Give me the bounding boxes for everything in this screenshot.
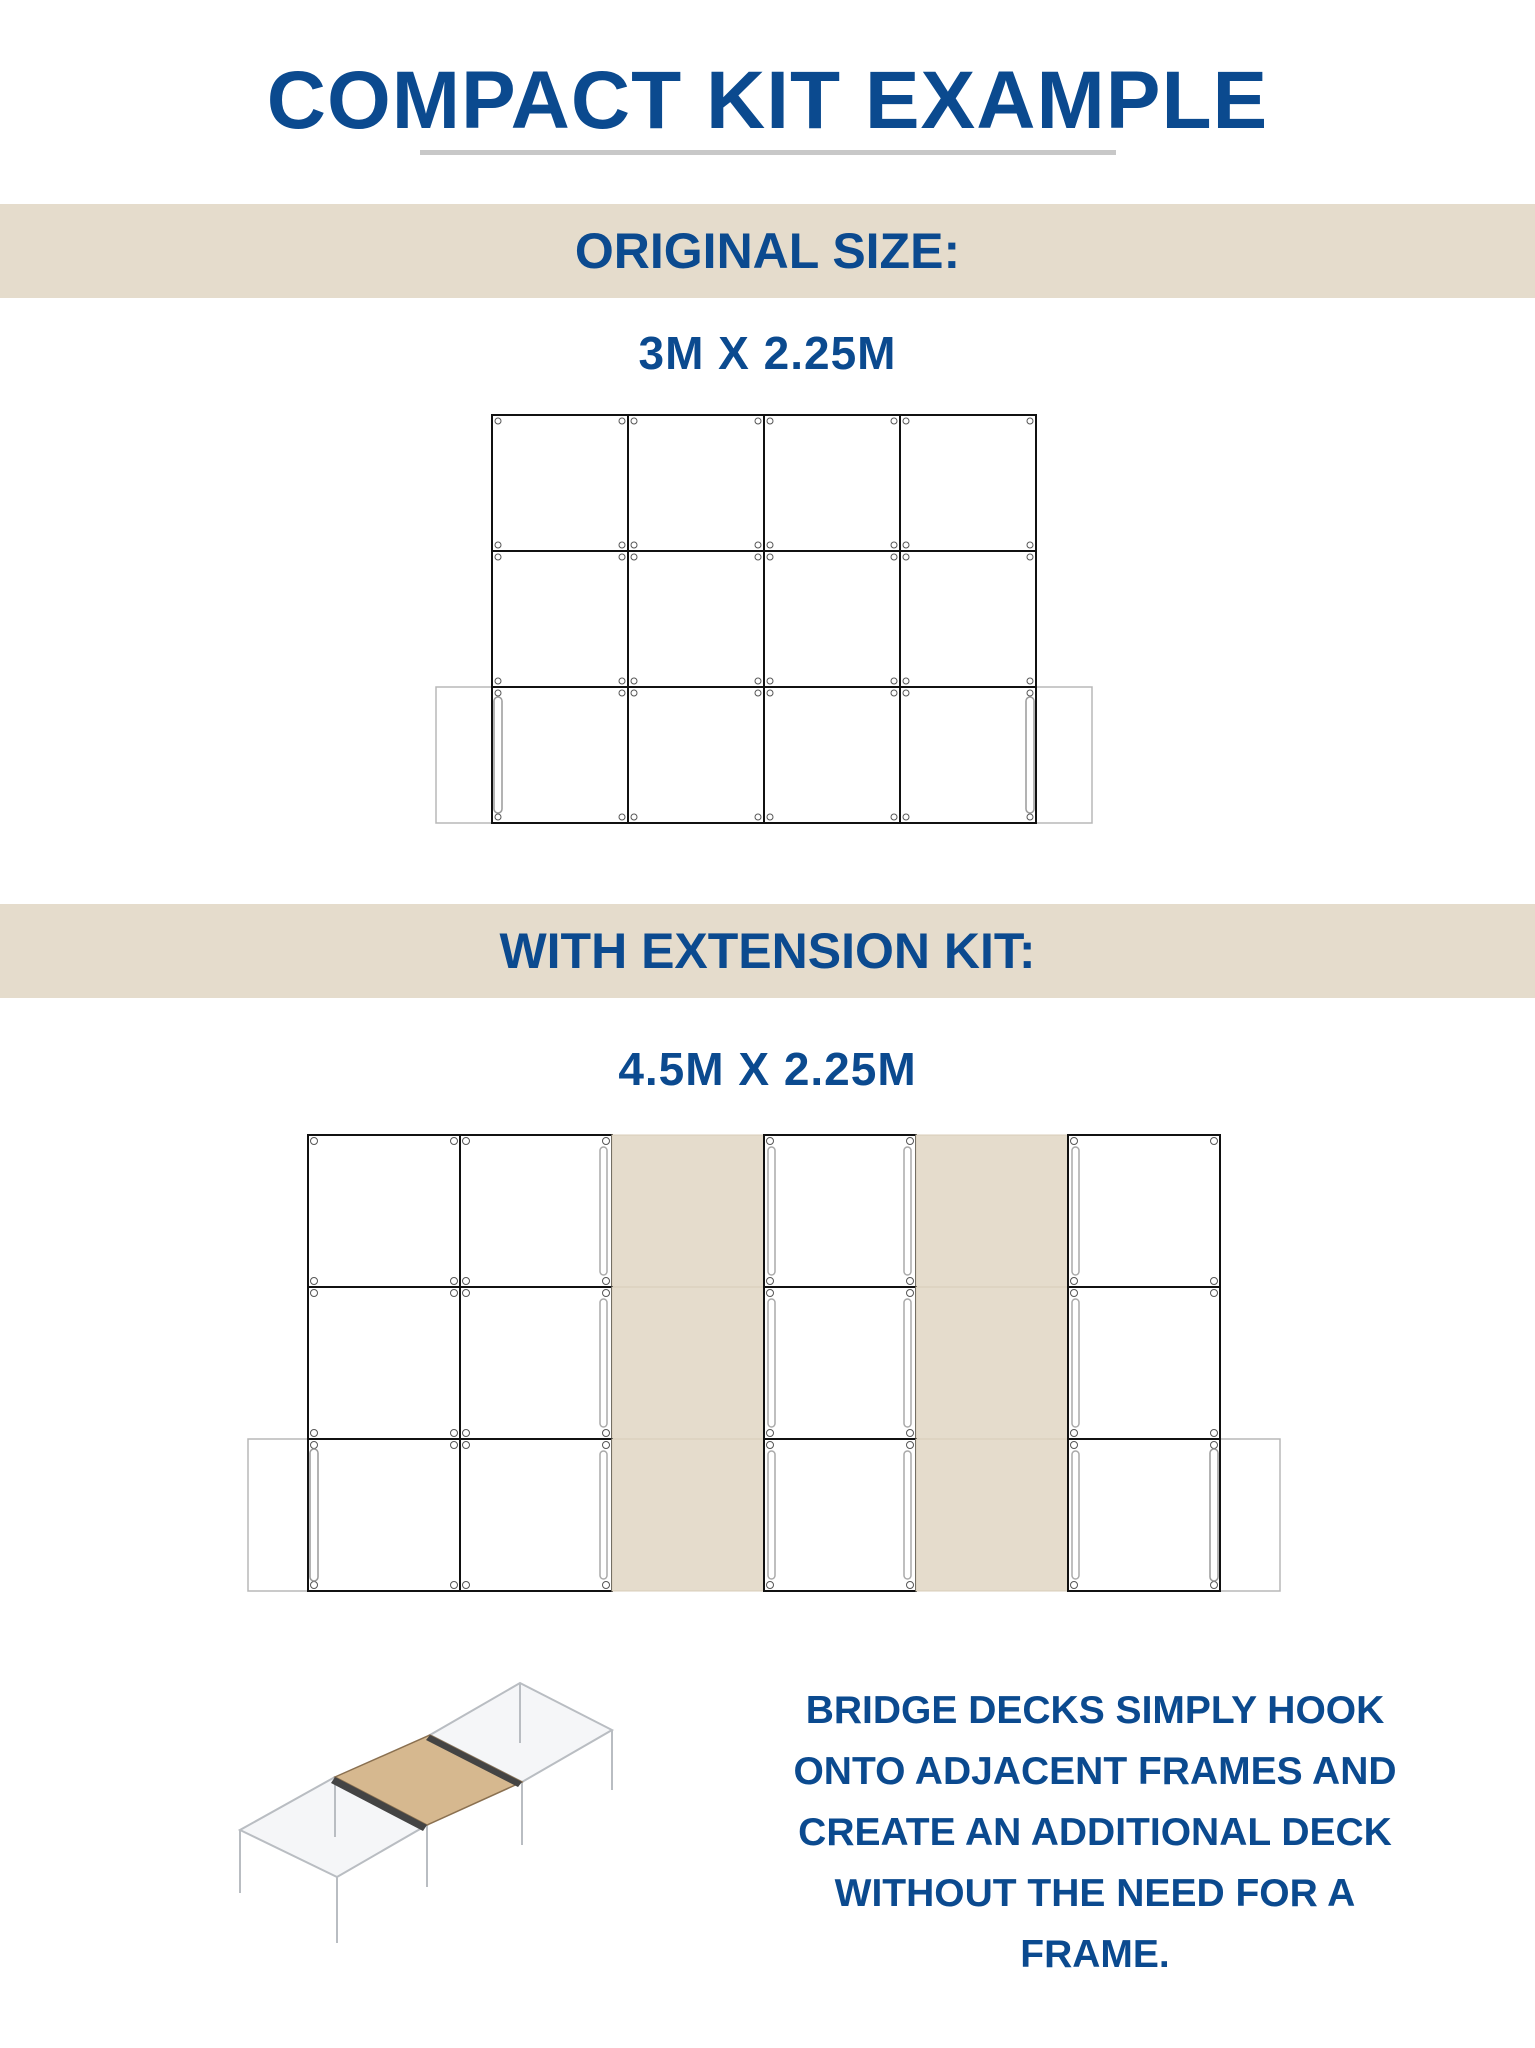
deck-frame	[764, 1287, 916, 1439]
bolt-hole	[903, 418, 909, 424]
bolt-hole	[903, 554, 909, 560]
side-handle	[768, 1147, 775, 1275]
bolt-hole	[451, 1278, 458, 1285]
side-handle	[904, 1299, 911, 1427]
bolt-hole	[631, 418, 637, 424]
bridge-deck-description	[745, 1680, 1445, 1985]
bolt-hole	[631, 542, 637, 548]
bolt-hole	[767, 678, 773, 684]
bolt-hole	[1027, 814, 1033, 820]
original-dimensions: 3M X 2.25M	[638, 327, 897, 379]
side-handle	[310, 1449, 318, 1581]
deck-frame	[764, 1439, 916, 1591]
deck-frame	[764, 415, 900, 551]
bolt-hole	[767, 1138, 774, 1145]
bolt-hole	[603, 1582, 610, 1589]
bolt-hole	[451, 1138, 458, 1145]
bolt-hole	[907, 1290, 914, 1297]
bolt-hole	[495, 418, 501, 424]
bolt-hole	[767, 1430, 774, 1437]
title-underline	[420, 150, 1116, 155]
bolt-hole	[1211, 1278, 1218, 1285]
bolt-hole	[1211, 1582, 1218, 1589]
extension-dimensions: 4.5M X 2.25M	[618, 1043, 917, 1095]
bolt-hole	[767, 1278, 774, 1285]
bolt-hole	[1211, 1442, 1218, 1449]
side-handle	[600, 1147, 607, 1275]
bolt-hole	[603, 1278, 610, 1285]
extension-heading: WITH EXTENSION KIT:	[499, 923, 1036, 979]
bolt-hole	[495, 554, 501, 560]
original-layout-diagram	[0, 405, 1535, 845]
side-handle	[600, 1299, 607, 1427]
extension-band	[0, 904, 1535, 998]
deck-frame	[460, 1439, 612, 1591]
bolt-hole	[463, 1442, 470, 1449]
bolt-hole	[1027, 690, 1033, 696]
bolt-hole	[451, 1430, 458, 1437]
bolt-hole	[631, 678, 637, 684]
deck-frame	[460, 1287, 612, 1439]
bolt-hole	[463, 1138, 470, 1145]
bolt-hole	[907, 1442, 914, 1449]
bolt-hole	[495, 542, 501, 548]
bridge-deck	[612, 1135, 764, 1287]
bolt-hole	[903, 678, 909, 684]
bolt-hole	[631, 690, 637, 696]
bolt-hole	[311, 1138, 318, 1145]
deck-frame	[308, 1135, 460, 1287]
bolt-hole	[619, 814, 625, 820]
side-handle	[904, 1451, 911, 1579]
side-handle	[768, 1451, 775, 1579]
deck-frame	[628, 415, 764, 551]
deck-frame	[764, 551, 900, 687]
side-handle	[600, 1451, 607, 1579]
bridge-deck	[612, 1287, 764, 1439]
bolt-hole	[755, 554, 761, 560]
original-size-heading: ORIGINAL SIZE:	[574, 223, 961, 279]
deck-frame	[460, 1135, 612, 1287]
description-line: ONTO ADJACENT FRAMES AND	[793, 1750, 1397, 1793]
bolt-hole	[767, 554, 773, 560]
bolt-hole	[619, 690, 625, 696]
bolt-hole	[451, 1442, 458, 1449]
bolt-hole	[755, 678, 761, 684]
side-handle	[904, 1147, 911, 1275]
description-line: WITHOUT THE NEED FOR A	[834, 1872, 1356, 1915]
deck-frame	[900, 551, 1036, 687]
side-handle	[494, 697, 502, 813]
description-line: CREATE AN ADDITIONAL DECK	[798, 1811, 1392, 1854]
original-deck-grid	[436, 415, 1092, 823]
bolt-hole	[311, 1278, 318, 1285]
deck-frame	[1068, 1135, 1220, 1287]
bolt-hole	[631, 814, 637, 820]
original-size-band	[0, 204, 1535, 298]
bridge-deck-isometric-image	[220, 1675, 640, 1955]
deck-frame	[492, 551, 628, 687]
description-line: FRAME.	[1020, 1933, 1170, 1976]
bolt-hole	[891, 814, 897, 820]
bolt-hole	[903, 542, 909, 548]
bolt-hole	[1071, 1582, 1078, 1589]
bolt-hole	[891, 542, 897, 548]
bolt-hole	[311, 1430, 318, 1437]
bolt-hole	[891, 690, 897, 696]
page-title: COMPACT KIT EXAMPLE	[266, 55, 1269, 146]
side-handle	[1072, 1451, 1079, 1579]
deck-frame	[308, 1287, 460, 1439]
bolt-hole	[603, 1138, 610, 1145]
deck-frame	[628, 687, 764, 823]
bolt-hole	[767, 1290, 774, 1297]
bolt-hole	[1071, 1290, 1078, 1297]
side-step-ghost	[436, 687, 492, 823]
side-handle	[1210, 1449, 1218, 1581]
bolt-hole	[767, 690, 773, 696]
bolt-hole	[903, 690, 909, 696]
deck-frame	[900, 687, 1036, 823]
bolt-hole	[755, 814, 761, 820]
bolt-hole	[619, 418, 625, 424]
bolt-hole	[1027, 678, 1033, 684]
bolt-hole	[603, 1430, 610, 1437]
bolt-hole	[891, 418, 897, 424]
side-handle	[1072, 1147, 1079, 1275]
bolt-hole	[767, 1582, 774, 1589]
bolt-hole	[755, 418, 761, 424]
side-step-ghost	[248, 1439, 308, 1591]
side-handle	[1026, 697, 1034, 813]
deck-frame	[308, 1439, 460, 1591]
bolt-hole	[311, 1290, 318, 1297]
deck-frame	[764, 1135, 916, 1287]
bolt-hole	[451, 1290, 458, 1297]
side-step-ghost	[1220, 1439, 1280, 1591]
deck-frame	[492, 687, 628, 823]
bolt-hole	[1027, 418, 1033, 424]
bolt-hole	[463, 1430, 470, 1437]
bolt-hole	[619, 542, 625, 548]
bolt-hole	[1211, 1138, 1218, 1145]
bolt-hole	[603, 1442, 610, 1449]
bolt-hole	[755, 690, 761, 696]
bolt-hole	[463, 1582, 470, 1589]
deck-frame	[1068, 1439, 1220, 1591]
bolt-hole	[767, 814, 773, 820]
side-handle	[768, 1299, 775, 1427]
bolt-hole	[1211, 1430, 1218, 1437]
side-step-ghost	[1036, 687, 1092, 823]
bridge-deck	[612, 1439, 764, 1591]
bolt-hole	[631, 554, 637, 560]
bolt-hole	[767, 418, 773, 424]
extension-deck-grid	[248, 1135, 1280, 1591]
bolt-hole	[1071, 1442, 1078, 1449]
bolt-hole	[891, 554, 897, 560]
bolt-hole	[1071, 1138, 1078, 1145]
bolt-hole	[311, 1582, 318, 1589]
deck-frame	[764, 687, 900, 823]
bolt-hole	[907, 1430, 914, 1437]
deck-frame	[1068, 1287, 1220, 1439]
bolt-hole	[755, 542, 761, 548]
bolt-hole	[767, 542, 773, 548]
bolt-hole	[903, 814, 909, 820]
bolt-hole	[907, 1138, 914, 1145]
bolt-hole	[767, 1442, 774, 1449]
description-line: BRIDGE DECKS SIMPLY HOOK	[805, 1689, 1385, 1732]
bolt-hole	[451, 1582, 458, 1589]
bolt-hole	[463, 1290, 470, 1297]
bolt-hole	[619, 678, 625, 684]
bolt-hole	[619, 554, 625, 560]
side-handle	[1072, 1299, 1079, 1427]
bridge-deck	[916, 1287, 1068, 1439]
bolt-hole	[1071, 1430, 1078, 1437]
bolt-hole	[1211, 1290, 1218, 1297]
bolt-hole	[907, 1278, 914, 1285]
deck-frame	[628, 551, 764, 687]
deck-frame	[900, 415, 1036, 551]
bolt-hole	[311, 1442, 318, 1449]
bolt-hole	[891, 678, 897, 684]
bridge-deck	[916, 1439, 1068, 1591]
extension-layout-diagram	[0, 1125, 1535, 1605]
bolt-hole	[463, 1278, 470, 1285]
bolt-hole	[1027, 542, 1033, 548]
bolt-hole	[907, 1582, 914, 1589]
bolt-hole	[1027, 554, 1033, 560]
bolt-hole	[1071, 1278, 1078, 1285]
bolt-hole	[603, 1290, 610, 1297]
bridge-deck	[916, 1135, 1068, 1287]
bolt-hole	[495, 814, 501, 820]
deck-frame	[492, 415, 628, 551]
bolt-hole	[495, 690, 501, 696]
bolt-hole	[495, 678, 501, 684]
